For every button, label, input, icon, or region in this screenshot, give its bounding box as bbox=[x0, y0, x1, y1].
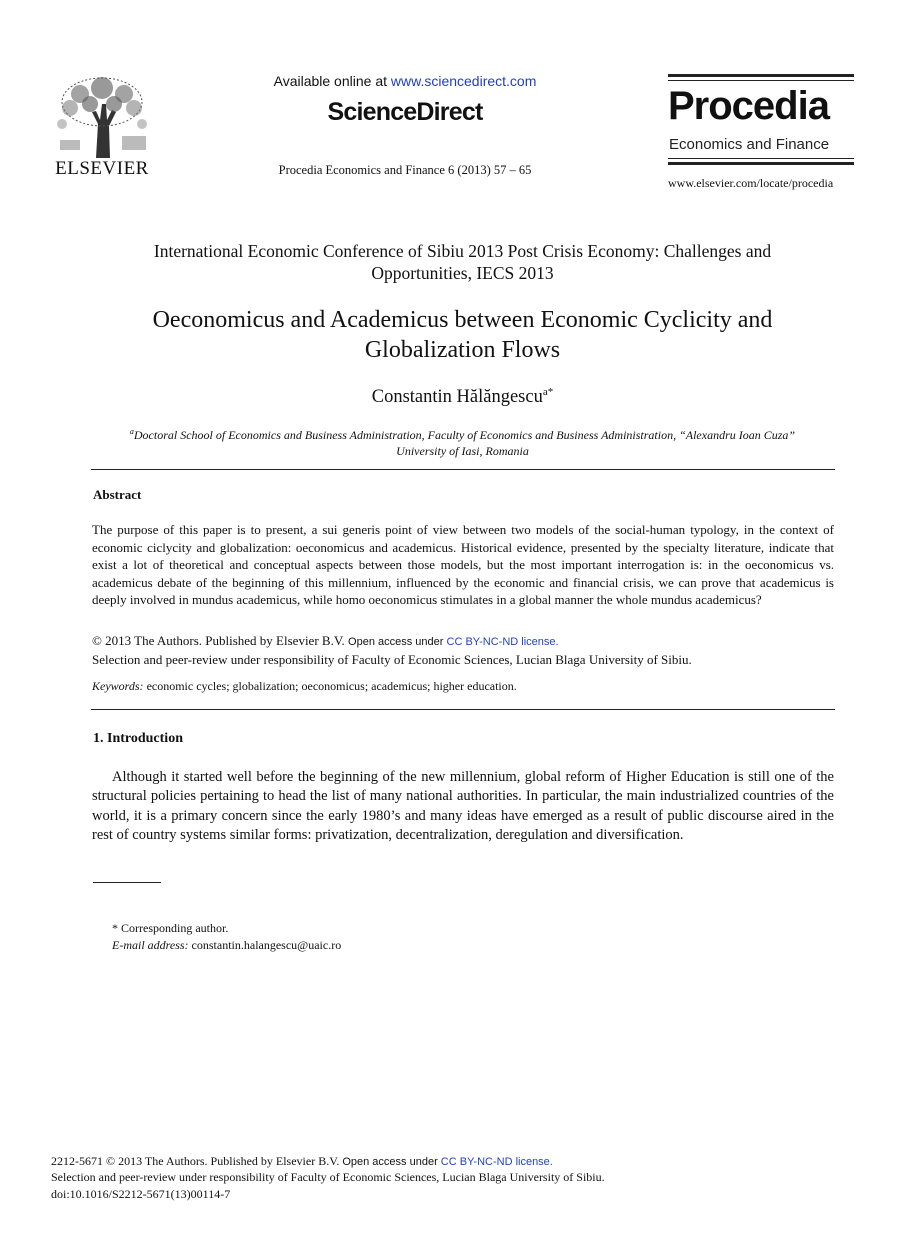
divider-top bbox=[91, 469, 835, 470]
author-name: Constantin Hălăngescu bbox=[371, 387, 543, 408]
paper-title bbox=[90, 305, 835, 365]
procedia-rule-top bbox=[668, 74, 854, 77]
abstract-heading: Abstract bbox=[93, 487, 142, 502]
conference-line-1: International Economic Conference of Sibiu 2013 Post Crisis Economy: Challenges and bbox=[153, 241, 772, 261]
copyright-text: © 2013 The Authors. Published by Elsevier B.V. bbox=[92, 633, 349, 648]
footnote-rule bbox=[93, 882, 161, 883]
journal-reference: Procedia Economics and Finance 6 (2013) 57 – 65 bbox=[278, 163, 532, 177]
available-online-line bbox=[240, 73, 570, 89]
divider-bottom bbox=[91, 709, 835, 710]
elsevier-wordmark: ELSEVIER bbox=[55, 158, 149, 179]
affil-line-2: University of Iasi, Romania bbox=[396, 444, 529, 458]
footer-copyright bbox=[51, 1154, 553, 1169]
sciencedirect-link[interactable]: www.sciencedirect.com bbox=[390, 73, 537, 89]
corresponding-author-note: * Corresponding author. bbox=[112, 921, 229, 935]
open-access-text: Open access under bbox=[348, 636, 447, 648]
procedia-rule-top-thin bbox=[668, 80, 854, 81]
affil-line-1: Doctoral School of Economics and Business Administration, Faculty of Economics and Business Administration, “Alexandru Ioan Cuza” bbox=[133, 428, 796, 442]
copyright-block bbox=[92, 632, 834, 668]
author-line bbox=[90, 386, 835, 408]
procedia-rule-bottom-thin bbox=[668, 158, 854, 159]
footer-issn-copyright: 2212-5671 © 2013 The Authors. Published by Elsevier B.V. bbox=[51, 1154, 343, 1168]
conference-line-2: Opportunities, IECS 2013 bbox=[371, 263, 554, 283]
procedia-logo bbox=[668, 74, 854, 194]
procedia-title: Procedia bbox=[668, 84, 829, 128]
keywords-label: Keywords: bbox=[92, 679, 144, 693]
email-note bbox=[112, 938, 341, 953]
procedia-subtitle: Economics and Finance bbox=[669, 136, 830, 153]
keywords-list: economic cycles; globalization; oeconomicus; academicus; higher education. bbox=[143, 679, 517, 693]
email-address[interactable]: constantin.halangescu@uaic.ro bbox=[188, 938, 342, 952]
procedia-url[interactable]: www.elsevier.com/locate/procedia bbox=[668, 176, 834, 190]
footer-license-link[interactable]: CC BY-NC-ND license. bbox=[440, 1156, 553, 1168]
intro-paragraph: Although it started well before the beginning of the new millennium, global reform of Higher Education is still one of the structural policies pertaining to head the list of many national authorities. In particular, the main industrialized countries of the world, it is a primary concern since the early 1980’s and many ideas have emerged as a result of public discourse aired in the rest of country systems similar forms: privatization, decentralization, deregulation and diversification. bbox=[92, 769, 834, 843]
license-link[interactable]: CC BY-NC-ND license. bbox=[446, 636, 559, 648]
footer-peer-review: Selection and peer-review under responsibility of Faculty of Economic Sciences, Lucian Blaga University of Sibiu. bbox=[51, 1170, 605, 1184]
sciencedirect-brand: ScienceDirect bbox=[327, 98, 483, 126]
affil-mark: a bbox=[129, 427, 134, 436]
peer-review-text: Selection and peer-review under responsibility of Faculty of Economic Sciences, Lucian Blaga University of Sibiu. bbox=[92, 652, 692, 667]
footer-doi[interactable]: doi:10.1016/S2212-5671(13)00114-7 bbox=[51, 1187, 231, 1201]
conference-name bbox=[90, 240, 835, 284]
procedia-rule-bottom bbox=[668, 162, 854, 165]
affiliation bbox=[90, 424, 835, 459]
intro-heading: 1. Introduction bbox=[93, 731, 183, 746]
email-label: E-mail address: bbox=[112, 938, 189, 952]
author-marks: a* bbox=[542, 386, 554, 398]
footer-open-access: Open access under bbox=[342, 1156, 441, 1168]
keywords-line bbox=[92, 679, 834, 694]
title-line-2: Globalization Flows bbox=[364, 337, 561, 363]
title-line-1: Oeconomicus and Academicus between Economic Cyclicity and bbox=[152, 307, 773, 333]
available-prefix: Available online at bbox=[273, 73, 391, 89]
abstract-body: The purpose of this paper is to present, a sui generis point of view between two models of the social-human typology, in the context of economic ciclycity and globalization: oeconomicus and academicus. Historical evidence, presented by the specialty literature, indicate that exist a lot of theoretical and conceptual aspects between those models, but the most important interrogation is: in the oeconomicus vs. academicus debate of the beginning of this millennium, influenced by the economic and financial crisis, we can prove that academicus is deeply involved in mundus academicus, while homo oeconomicus stimulates in a global manner the whole mundus academicus? bbox=[92, 522, 834, 607]
